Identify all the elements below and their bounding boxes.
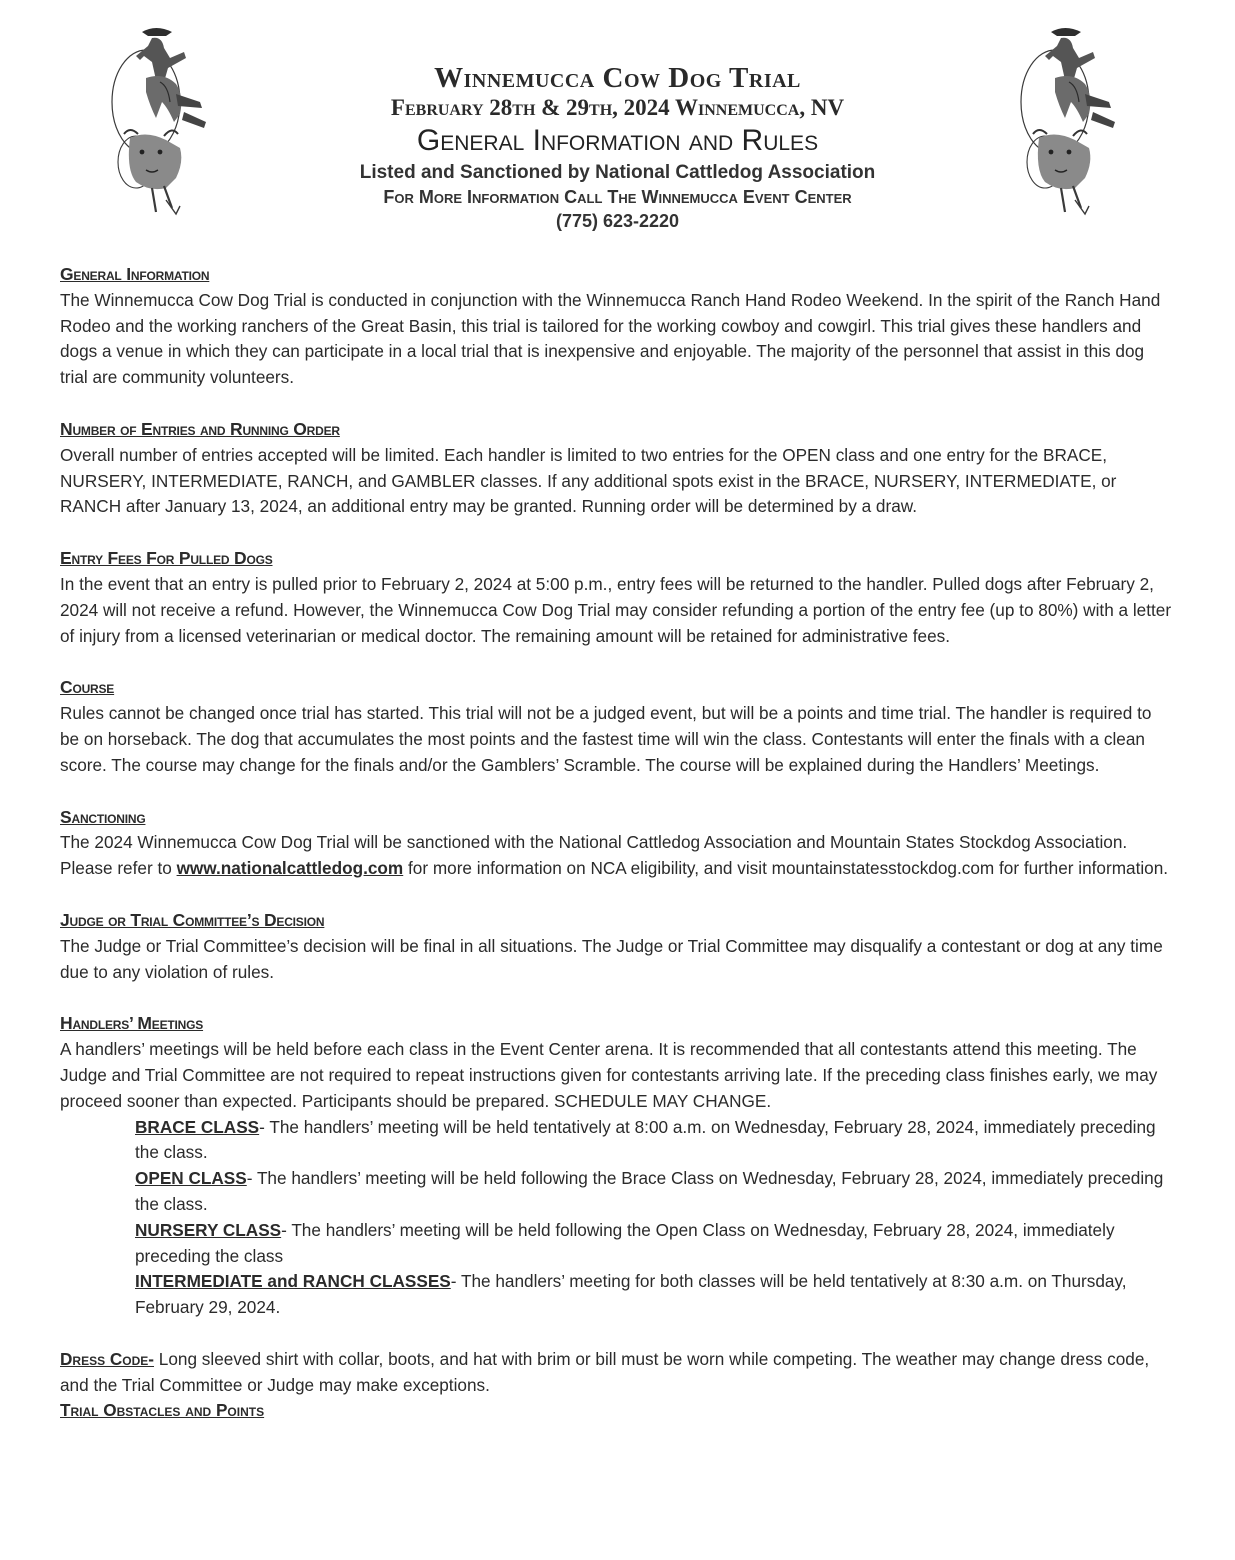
class-label: INTERMEDIATE and RANCH CLASSES (135, 1271, 451, 1292)
class-label: NURSERY CLASS (135, 1219, 282, 1240)
section-heading: Number of Entries and Running Order (60, 418, 340, 439)
section-heading: Dress Code- (60, 1348, 155, 1369)
event-dates: February 28th & 29th, 2024 Winnemucca, NV (390, 95, 845, 120)
section-heading-obstacles: Trial Obstacles and Points (60, 1400, 265, 1421)
document-header (0, 62, 1235, 233)
section-body: The Winnemucca Cow Dog Trial is conducted in conjunction with the Winnemucca Ranch Hand Rodeo Weekend. In the spirit of the Ranch Hand Rodeo and the working ranchers of the Great Basin, this trial is tailored for the working cowboy and cowgirl. This trial gives these handlers and dogs a venue in which they can participate in a local trial that is inexpensive and enjoyable. The majority of the personnel that assist in this dog trial are community volunteers. (60, 289, 1161, 388)
section-judge-decision (60, 908, 1172, 985)
class-text: - The handlers’ meeting will be held following the Brace Class on Wednesday, February 28, 2024, immediately preceding the class. (135, 1168, 1164, 1214)
class-label: OPEN CLASS (135, 1168, 247, 1189)
class-meeting-list (135, 1115, 1172, 1321)
section-heading: Entry Fees For Pulled Dogs (60, 548, 273, 569)
section-body: In the event that an entry is pulled prior to February 2, 2024 at 5:00 p.m., entry fees will be returned to the handler. Pulled dogs after February 2, 2024 will not receive a refund. However, the Winnemucca Cow Dog Trial may consider refunding a portion of the entry fee (up to 80%) with a letter of injury from a licensed veterinarian or medical doctor. The remaining amount will be retained for administrative fees. (60, 573, 1172, 646)
phone-number: (775) 623-2220 (555, 211, 680, 231)
section-heading: Judge or Trial Committee’s Decision (60, 909, 325, 930)
sanctioning-text-before: The 2024 Winnemucca Cow Dog Trial will be sanctioned with the National Cattledog Association and Mountain States Stockdog Association. Please refer to (60, 832, 1128, 879)
list-item (135, 1269, 1172, 1321)
dress-code-paragraph (60, 1347, 1172, 1399)
section-entry-fees (60, 546, 1172, 649)
section-body: Long sleeved shirt with collar, boots, and hat with brim or bill must be worn while competing. The weather may change dress code, and the Trial Committee or Judge may make exceptions. (60, 1348, 1150, 1395)
section-body (60, 830, 1172, 882)
class-text: - The handlers’ meeting for both classes will be held tentatively at 8:30 a.m. on Thursday, February 29, 2024. (135, 1271, 1127, 1318)
section-heading: Sanctioning (60, 806, 146, 827)
list-item (135, 1166, 1172, 1218)
class-label: BRACE CLASS (135, 1116, 260, 1137)
section-body: Rules cannot be changed once trial has started. This trial will not be a judged event, but will be a points and time trial. The handler is required to be on horseback. The dog that accumulates the most points and the fastest time will win the class. Contestants will enter the finals with a clean score. The course may change for the finals and/or the Gamblers’ Scramble. The course will be explained during the Handlers’ Meetings. (60, 703, 1152, 775)
section-entries (60, 417, 1172, 520)
section-course (60, 675, 1172, 778)
document-subtitle: General Information and Rules (416, 124, 819, 157)
class-text: - The handlers’ meeting will be held tentatively at 8:00 a.m. on Wednesday, February 28, 2024, immediately preceding the class. (135, 1116, 1156, 1163)
nca-website-link[interactable]: www.nationalcattledog.com (176, 858, 404, 879)
section-general-information (60, 262, 1172, 391)
more-info-line: For More Information Call The Winnemucca Event Center (383, 187, 852, 207)
section-heading: Course (60, 677, 115, 698)
section-dress-code (60, 1347, 1172, 1424)
section-sanctioning (60, 805, 1172, 882)
list-item (135, 1115, 1172, 1167)
section-body: The Judge or Trial Committee’s decision will be final in all situations. The Judge or Trial Committee may disqualify a contestant or dog at any time due to any violation of rules. (60, 935, 1163, 982)
document-body (60, 262, 1172, 1424)
sanction-line: Listed and Sanctioned by National Cattledog Association (359, 162, 876, 183)
section-body: Overall number of entries accepted will be limited. Each handler is limited to two entries for the OPEN class and one entry for the BRACE, NURSERY, INTERMEDIATE, RANCH, and GAMBLER classes. If any additional spots exist in the BRACE, NURSERY, INTERMEDIATE, or RANCH after January 13, 2024, an additional entry may be granted. Running order will be determined by a draw. (60, 444, 1117, 517)
section-heading: General Information (60, 264, 210, 284)
section-handlers-meetings (60, 1011, 1172, 1321)
section-heading: Handlers’ Meetings (60, 1013, 204, 1034)
event-title: Winnemucca Cow Dog Trial (434, 62, 801, 94)
class-text: - The handlers’ meeting will be held following the Open Class on Wednesday, February 28, 2024, immediately preceding the class (135, 1219, 1115, 1266)
list-item (135, 1218, 1172, 1270)
sanctioning-text-after: for more information on NCA eligibility, and visit mountainstatesstockdog.com for further information. (403, 858, 1169, 879)
section-body: A handlers’ meetings will be held before each class in the Event Center arena. It is recommended that all contestants attend this meeting. The Judge and Trial Committee are not required to repeat instructions given for contestants arriving late. If the preceding class finishes early, we may proceed sooner than expected. Participants should be prepared. SCHEDULE MAY CHANGE. (60, 1039, 1158, 1111)
